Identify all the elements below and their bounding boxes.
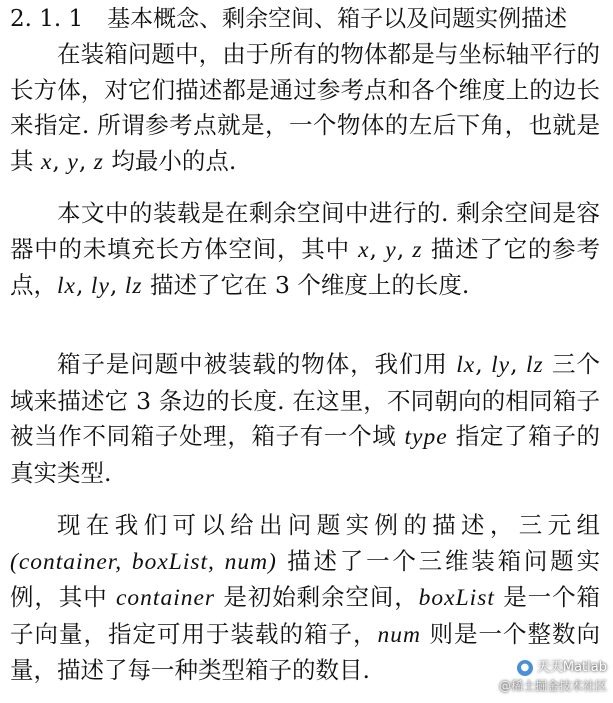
paragraph-remaining-space [10,196,600,305]
math-var: lx [57,273,76,299]
math-var: lx [456,352,476,378]
text-run: 是一个箱子向量，指定可用于装载的箱子， [10,583,600,648]
paragraph-reference-point [10,37,600,180]
math-var: ly [491,352,511,378]
paragraph-box [10,347,600,491]
separator: , [52,146,68,175]
section-title: 基本概念、剩余空间、箱子以及问题实例描述 [107,6,568,32]
separator: , [75,271,91,299]
math-var: z [93,148,104,175]
text-run: 描述了一个三维装箱问题实例，其中 [10,546,600,611]
section-heading [10,2,567,36]
math-var: y [385,236,397,263]
watermark-source: @稀土掘金技术社区 [498,679,607,693]
separator: , [78,146,94,175]
wechat-icon: ● [517,660,533,676]
text-run: 均最小的点. [103,146,237,175]
separator: , [109,271,125,299]
math-var: num [377,621,422,648]
math-var: x [40,148,53,175]
text-run: 箱子是问题中被装载的物体，我们用 [57,350,457,378]
math-var: ly [90,273,110,299]
text-run: 现在我们可以给出问题实例的描述，三元组 [57,511,600,539]
separator: , [396,234,413,263]
watermark-account-name: 天天Matlab [536,660,607,675]
separator: , [475,350,492,378]
text-run: 是初始剩余空间， [215,583,419,611]
math-var: (container, boxList, num) [10,548,277,575]
text-run: 描述了它在 3 个维度上的长度. [142,271,470,299]
math-var: lz [525,352,544,378]
watermark-line-1 [499,659,607,677]
text-run: 则是一个整数向量，描述了每一种类型箱子的数目. [10,619,600,684]
watermark [499,659,607,695]
math-var: lz [124,273,143,299]
math-var: container [115,585,216,611]
separator: , [369,234,386,263]
math-var: type [404,424,448,450]
text-run: 在装箱问题中，由于所有的物体都是与坐标轴平行的长方体，对它们描述都是通过参考点和各个维度上的边长来指定. 所谓参考点就是，一个物体的左后下角，也就是其 [10,40,600,175]
math-var: z [412,236,423,263]
text-run: 本文中的装载是在剩余空间中进行的. 剩余空间是容器中的未填充长方体空间，其中 [10,199,600,263]
math-var: boxList [418,585,495,611]
text-run: 描述了它的参考点， [10,234,600,299]
separator: , [510,350,526,378]
text-run: 三个域来描述它 3 条边的长度. 在这里，不同朝向的相同箱子被当作不同箱子处理，箱子有一个域 [10,350,600,450]
section-number: 2. 1. 1 [10,6,84,32]
math-var: y [67,148,79,175]
text-run: 指定了箱子的真实类型. [10,422,600,487]
math-var: x [358,236,370,263]
